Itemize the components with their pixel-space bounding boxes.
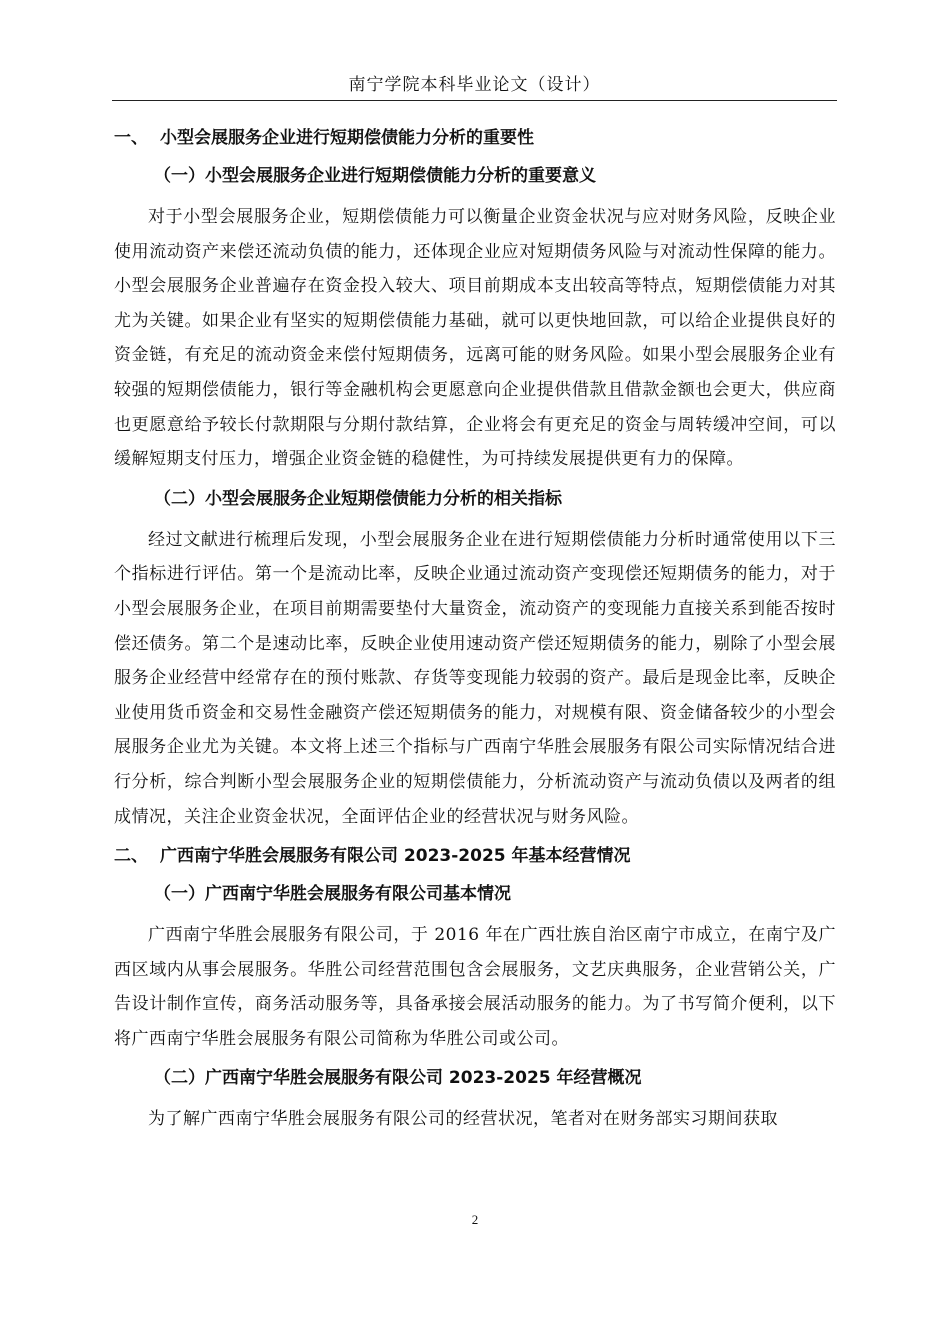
subsection-heading-2-1: （一）广西南宁华胜会展服务有限公司基本情况 — [154, 884, 511, 905]
subsection-heading-1-1: （一）小型会展服务企业进行短期偿债能力分析的重要意义 — [154, 166, 596, 186]
subsection-heading-2-2: （二）广西南宁华胜会展服务有限公司 2023-2025 年经营概况 — [154, 1068, 642, 1089]
subsection-heading-1-2: （二）小型会展服务企业短期偿债能力分析的相关指标 — [154, 488, 562, 509]
section-number: 一、 — [114, 128, 148, 148]
section-title: 小型会展服务企业进行短期偿债能力分析的重要性 — [160, 128, 534, 148]
page-header: 南宁学院本科毕业论文（设计） — [348, 75, 601, 95]
section-title: 广西南宁华胜会展服务有限公司 2023-2025 年基本经营情况 — [160, 846, 631, 867]
document-body — [114, 120, 836, 1147]
paragraph-2-2: 为了解广西南宁华胜会展服务有限公司的经营状况，笔者对在财务部实习期间获取 — [148, 1109, 778, 1130]
paragraph-1-1: 对于小型会展服务企业，短期偿债能力可以衡量企业资金状况与应对财务风险，反映企业使用流动资产来偿还流动负债的能力，还体现企业应对短期债务风险与对流动性保障的能力。小型会展服务企业普遍存在资金投入较大、项目前期成本支出较高等特点，短期偿债能力对其尤为关键。如果企业有坚实的短期偿债能力基础，就可以更快地回款，可以给企业提供良好的资金链，有充足的流动资金来偿付短期债务，远离可能的财务风险。如果小型会展服务企业有较强的短期偿债能力，银行等金融机构会更愿意向企业提供借款且借款金额也会更大，供应商也更愿意给予较长付款期限与分期付款结算，企业将会有更充足的资金与周转缓冲空间，可以缓解短期支付压力，增强企业资金链的稳健性，为可持续发展提供更有力的保障。 — [114, 207, 836, 470]
section-heading-1 — [114, 126, 836, 150]
header-rule — [112, 100, 837, 101]
paragraph-1-2: 经过文献进行梳理后发现，小型会展服务企业在进行短期偿债能力分析时通常使用以下三个指标进行评估。第一个是流动比率，反映企业通过流动资产变现偿还短期债务的能力，对于小型会展服务企业，在项目前期需要垫付大量资金，流动资产的变现能力直接关系到能否按时偿还债务。第二个是速动比率，反映企业使用速动资产偿还短期债务的能力，剔除了小型会展服务企业经营中经常存在的预付账款、存货等变现能力较弱的资产。最后是现金比率，反映企业使用货币资金和交易性金融资产偿还短期债务的能力，对规模有限、资金储备较少的小型会展服务企业尤为关键。本文将上述三个指标与广西南宁华胜会展服务有限公司实际情况结合进行分析，综合判断小型会展服务企业的短期偿债能力，分析流动资产与流动负债以及两者的组成情况，关注企业资金状况，全面评估企业的经营状况与财务风险。 — [114, 529, 836, 827]
section-number: 二、 — [114, 846, 148, 867]
page-number: 2 — [471, 1212, 479, 1227]
paragraph-2-1: 广西南宁华胜会展服务有限公司，于 2016 年在广西壮族自治区南宁市成立，在南宁及广西区域内从事会展服务。华胜公司经营范围包含会展服务，文艺庆典服务，企业营销公关，广告设计制作宣传，商务活动服务等，具备承接会展活动服务的能力。为了书写简介便利，以下将广西南宁华胜会展服务有限公司简称为华胜公司或公司。 — [114, 925, 836, 1049]
section-heading-2 — [114, 844, 836, 868]
